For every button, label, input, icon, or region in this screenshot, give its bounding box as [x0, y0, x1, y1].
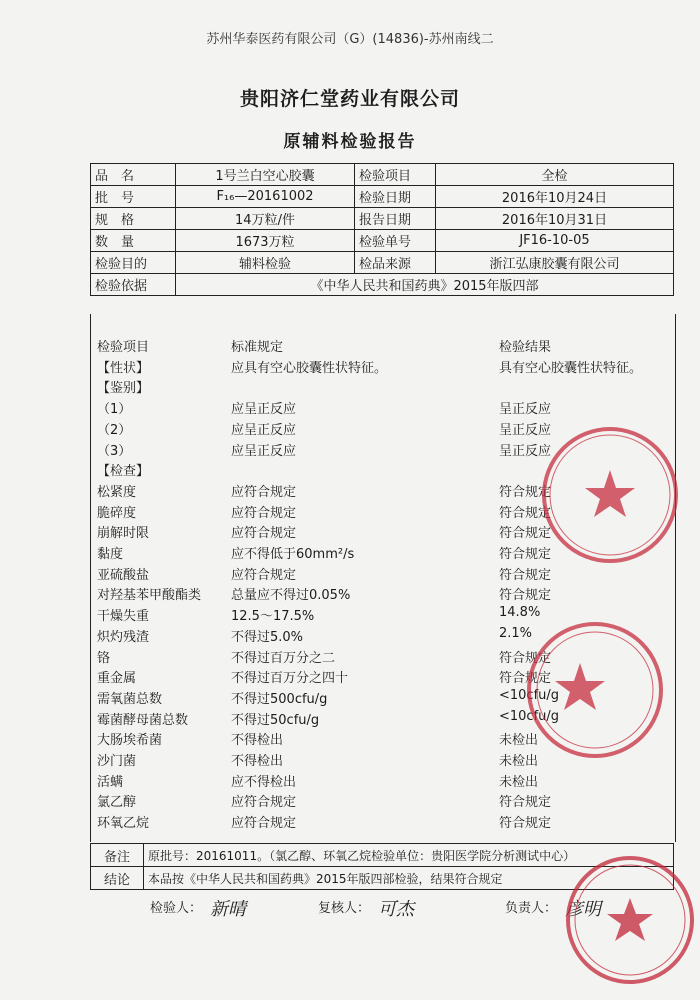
result-value: <10cfu/g: [499, 708, 560, 724]
result-standard: 应呈正反应: [231, 402, 297, 418]
product-value: 1号兰白空心胶囊: [176, 164, 355, 186]
result-row: [91, 336, 675, 356]
result-value: <10cfu/g: [499, 687, 560, 703]
result-value: 14.8%: [499, 605, 541, 621]
qty-label: 数 量: [91, 230, 176, 252]
qty-value: 1673万粒: [176, 230, 355, 252]
result-item: （2）: [97, 422, 132, 438]
result-standard: 不得过50cfu/g: [231, 712, 320, 728]
reviewer-signature: 可杰: [378, 899, 414, 920]
report-date-value: 2016年10月31日: [436, 208, 674, 230]
result-item: 需氧菌总数: [97, 691, 163, 707]
result-standard: 应符合规定: [231, 484, 297, 500]
result-row: [91, 377, 675, 397]
result-value: 符合规定: [499, 588, 552, 604]
result-item: 亚硫酸盐: [97, 567, 150, 583]
result-standard: 12.5～17.5%: [231, 609, 315, 625]
result-item: 霉菌酵母菌总数: [97, 712, 189, 728]
company-name: 贵阳济仁堂药业有限公司: [239, 88, 460, 110]
batch-value: F₁₆—20161002: [176, 186, 355, 208]
result-value: 符合规定: [499, 650, 552, 666]
result-item: 脆碎度: [97, 505, 137, 521]
result-standard: 标准规定: [231, 340, 284, 355]
info-row: [91, 252, 674, 274]
spec-value: 14万粒/件: [176, 208, 355, 230]
result-item: 重金属: [97, 671, 137, 687]
conclusion-label: 结论: [91, 867, 144, 890]
result-standard: 应不得检出: [231, 774, 297, 790]
result-value: 符合规定: [499, 567, 552, 583]
result-item: （1）: [97, 402, 132, 418]
test-date-label: 检验日期: [355, 186, 436, 208]
result-item: 【检查】: [97, 464, 150, 480]
info-table: [90, 163, 674, 296]
spec-label: 规 格: [91, 208, 176, 230]
result-standard: 应具有空心胶囊性状特征。: [231, 360, 388, 376]
test-no-label: 检验单号: [355, 230, 436, 252]
testing-center-seal-stamp: [520, 615, 670, 765]
inspection-seal-stamp: [560, 850, 700, 990]
result-value: 呈正反应: [499, 402, 552, 418]
result-item: 对羟基苯甲酸酯类: [97, 588, 202, 604]
result-value: 符合规定: [499, 484, 552, 500]
source-value: 浙江弘康胶囊有限公司: [436, 252, 674, 274]
result-item: 氯乙醇: [97, 795, 137, 811]
result-value: 符合规定: [499, 505, 552, 521]
company-seal-stamp: [535, 420, 685, 570]
result-standard: 应符合规定: [231, 795, 297, 811]
result-item: 炽灼残渣: [97, 629, 150, 645]
result-value: 呈正反应: [499, 422, 552, 438]
result-standard: 应不得低于60mm²/s: [231, 547, 355, 562]
result-item: 活螨: [97, 774, 124, 790]
result-item: 【性状】: [97, 360, 150, 376]
result-row: [91, 791, 675, 811]
result-item: 【鉴别】: [97, 381, 150, 397]
result-standard: 应符合规定: [231, 816, 297, 832]
result-row: [91, 812, 675, 832]
result-standard: 不得过500cfu/g: [231, 691, 328, 707]
result-item: 松紧度: [97, 484, 137, 500]
result-value: 未检出: [499, 754, 539, 769]
result-standard: 应呈正反应: [231, 422, 297, 438]
result-standard: 不得过百万分之二: [231, 650, 336, 666]
result-standard: 应符合规定: [231, 526, 297, 542]
info-row: [91, 208, 674, 230]
result-standard: 不得过5.0%: [231, 629, 304, 645]
result-value: 未检出: [499, 733, 539, 749]
basis-value: 《中华人民共和国药典》2015年版四部: [176, 274, 674, 296]
result-value: 检验结果: [499, 340, 552, 355]
result-item: 铬: [97, 650, 111, 666]
result-row: [91, 584, 675, 604]
result-item: 崩解时限: [97, 526, 150, 542]
result-value: 具有空心胶囊性状特征。: [499, 360, 643, 376]
inspector-label: 检验人：: [150, 901, 203, 916]
purpose-label: 检验目的: [91, 252, 176, 274]
product-label: 品 名: [91, 164, 176, 186]
result-item: 黏度: [97, 547, 124, 562]
result-value: 符合规定: [499, 671, 552, 687]
result-value: 符合规定: [499, 526, 552, 542]
inspector-signature: 新晴: [210, 899, 246, 920]
result-value: 呈正反应: [499, 443, 552, 459]
result-item: 环氧乙烷: [97, 816, 150, 832]
responsible-signature: 彦明: [565, 899, 601, 920]
result-standard: 不得过百万分之四十: [231, 671, 349, 687]
remark-value: 原批号：20161011。（氯乙醇、环氧乙烷检验单位：贵阳医学院分析测试中心）: [144, 844, 674, 867]
result-value: 符合规定: [499, 795, 552, 811]
test-item-label: 检验项目: [355, 164, 436, 186]
info-row: [91, 230, 674, 252]
info-row: [91, 164, 674, 186]
test-item-value: 全检: [436, 164, 674, 186]
report-title: 原辅料检验报告: [283, 132, 417, 152]
result-row: [91, 398, 675, 418]
result-item: 检验项目: [97, 340, 150, 355]
result-standard: 总量应不得过0.05%: [231, 588, 351, 604]
purpose-value: 辅料检验: [176, 252, 355, 274]
source-label: 检品来源: [355, 252, 436, 274]
result-item: 沙门菌: [97, 754, 137, 769]
reviewer-label: 复核人：: [318, 901, 371, 916]
result-value: 未检出: [499, 774, 539, 790]
result-value: 2.1%: [499, 625, 533, 641]
result-standard: 应符合规定: [231, 567, 297, 583]
responsible-label: 负责人：: [505, 901, 558, 916]
result-standard: 应呈正反应: [231, 443, 297, 459]
result-standard: 应符合规定: [231, 505, 297, 521]
result-row: [91, 771, 675, 791]
test-no-value: JF16-10-05: [436, 230, 674, 252]
result-value: 符合规定: [499, 816, 552, 832]
fax-header-line: 苏州华泰医药有限公司（G）(14836)-苏州南线二: [206, 32, 494, 47]
batch-label: 批 号: [91, 186, 176, 208]
result-value: 符合规定: [499, 547, 552, 562]
conclusion-value: 本品按《中华人民共和国药典》2015年版四部检验，结果符合规定: [144, 867, 674, 890]
result-standard: 不得检出: [231, 754, 284, 769]
result-item: 大肠埃希菌: [97, 733, 163, 749]
basis-label: 检验依据: [91, 274, 176, 296]
result-standard: 不得检出: [231, 733, 284, 749]
remark-label: 备注: [91, 844, 144, 867]
result-item: 干燥失重: [97, 609, 150, 625]
test-date-value: 2016年10月24日: [436, 186, 674, 208]
info-row: [91, 274, 674, 296]
result-row: [91, 357, 675, 377]
result-item: （3）: [97, 443, 132, 459]
report-date-label: 报告日期: [355, 208, 436, 230]
info-row: [91, 186, 674, 208]
